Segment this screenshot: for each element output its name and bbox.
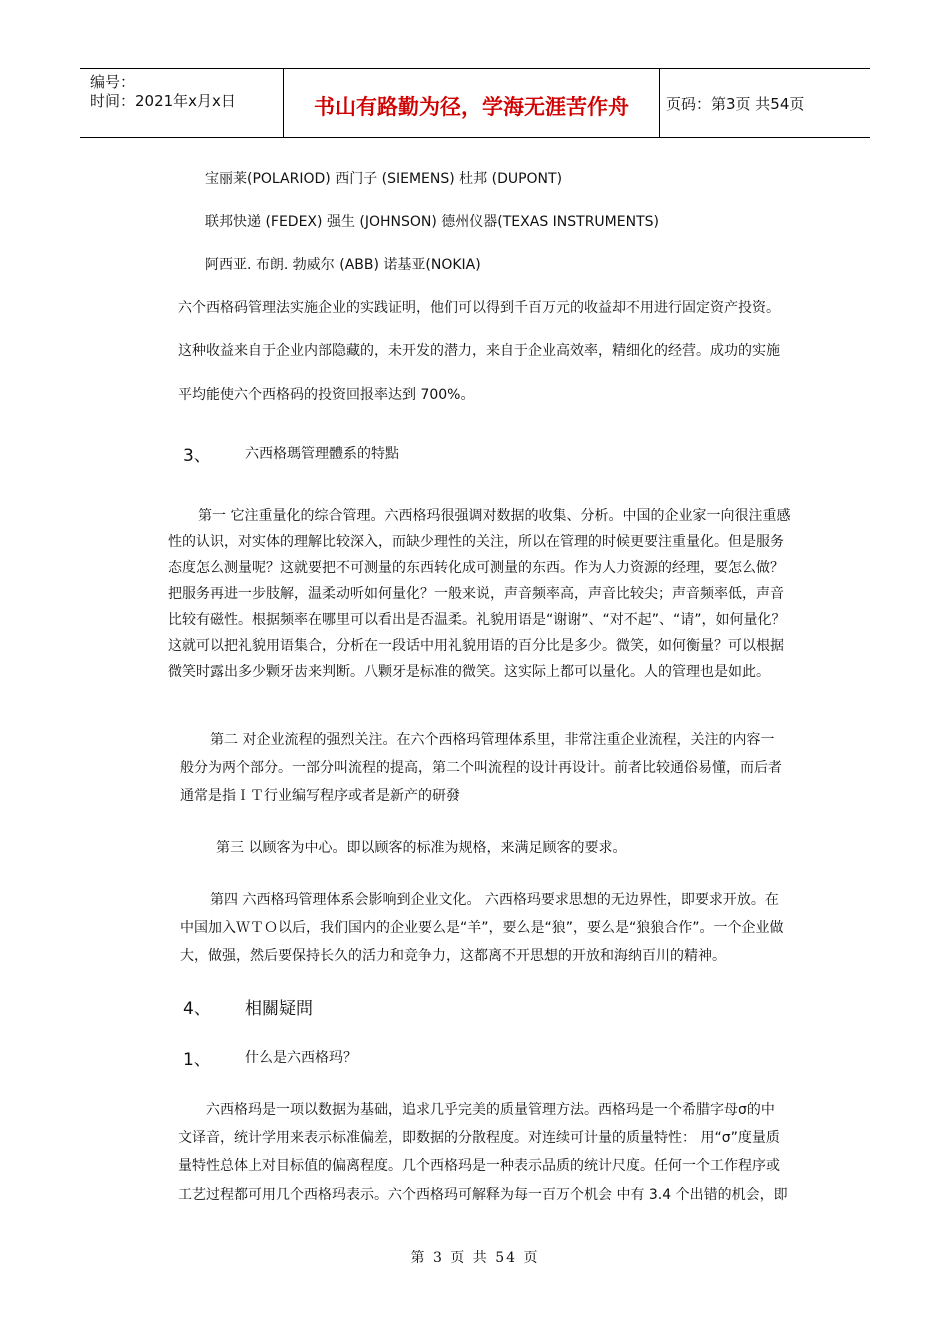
- paragraph-line: 六西格玛是一项以数据为基础，追求几乎完美的质量管理方法。西格玛是一个希腊字母σ的中: [206, 1102, 775, 1118]
- section-number: 4、: [183, 999, 211, 1019]
- paragraph-line: 第二 对企业流程的强烈关注。在六个西格玛管理体系里，非常注重企业流程，关注的内容一: [210, 732, 775, 748]
- paragraph-line: 第三 以顾客为中心。即以顾客的标准为规格，来满足顾客的要求。: [216, 840, 627, 856]
- header-meta-cell: [80, 69, 284, 137]
- paragraph-line: 通常是指ＩＴ行业编写程序或者是新产的研發: [180, 788, 460, 804]
- section-title: 相關疑問: [245, 999, 313, 1019]
- paragraph-line: 大，做强，然后要保持长久的活力和竞争力，这都离不开思想的开放和海纳百川的精神。: [180, 948, 726, 964]
- intro-line: 这种收益来自于企业内部隐藏的，未开发的潜力，来自于企业高效率，精细化的经营。成功的实施: [178, 343, 780, 359]
- paragraph-line: 般分为两个部分。一部分叫流程的提高，第二个叫流程的设计再设计。前者比较通俗易懂，而后者: [180, 760, 782, 776]
- number-label: 编号：: [90, 73, 136, 91]
- page-label: 页码：第3页 共54页: [666, 95, 805, 113]
- question-title: 什么是六西格玛？: [245, 1050, 357, 1066]
- paragraph-line: 态度怎么测量呢？这就要把不可测量的东西转化成可测量的东西。作为人力资源的经理，要怎么做？: [168, 560, 784, 576]
- section-heading-3: [183, 441, 483, 466]
- motto: 书山有路勤为径，学海无涯苦作舟: [314, 94, 629, 119]
- paragraph-line: 把服务再进一步肢解，温柔动听如何量化？一般来说，声音频率高，声音比较尖；声音频率低，声音: [168, 586, 784, 602]
- paragraph-line: 微笑时露出多少颗牙齿来判断。八颗牙是标准的微笑。这实际上都可以量化。人的管理也是如此。: [168, 664, 770, 680]
- header-page-cell: [660, 69, 870, 137]
- company-line: 宝丽莱(POLARIOD) 西门子 (SIEMENS) 杜邦 (DUPONT): [205, 171, 563, 187]
- intro-line: 平均能使六个西格码的投资回报率达到 700%。: [178, 387, 475, 403]
- page-footer: 第 3 页 共 54 页: [410, 1250, 540, 1266]
- paragraph-line: 第四 六西格玛管理体系会影响到企业文化。 六西格玛要求思想的无边界性，即要求开放。在: [210, 892, 779, 908]
- intro-line: 六个西格码管理法实施企业的实践证明，他们可以得到千百万元的收益却不用进行固定资产投资。: [178, 300, 780, 316]
- paragraph-line: 文译音，统计学用来表示标准偏差，即数据的分散程度。对连续可计量的质量特性： 用“σ”度量质: [178, 1130, 780, 1146]
- document-header: [80, 68, 870, 138]
- paragraph-line: 工艺过程都可用几个西格玛表示。六个西格玛可解释为每一百万个机会 中有 3.4 个出错的机会，即: [178, 1187, 788, 1203]
- section-title: 六西格瑪管理體系的特點: [245, 446, 399, 462]
- company-line: 阿西亚. 布朗. 勃威尔 (ABB) 诺基亚(NOKIA): [205, 257, 481, 273]
- question-number: 1、: [183, 1050, 211, 1070]
- paragraph-line: 量特性总体上对目标值的偏离程度。几个西格玛是一种表示品质的统计尺度。任何一个工作程序或: [178, 1158, 780, 1174]
- paragraph-line: 比较有磁性。根据频率在哪里可以看出是否温柔。礼貌用语是“谢谢”、“对不起”、“请”，如何量化？: [168, 612, 786, 628]
- header-motto-cell: [284, 69, 660, 137]
- section-number: 3、: [183, 446, 211, 466]
- company-line: 联邦快递 (FEDEX) 强生 (JOHNSON) 德州仪器(TEXAS INSTRUMENTS): [205, 214, 659, 230]
- paragraph-line: 性的认识，对实体的理解比较深入，而缺少理性的关注，所以在管理的时候更要注重量化。但是服务: [168, 534, 784, 550]
- paragraph-line: 第一 它注重量化的综合管理。六西格玛很强调对数据的收集、分析。中国的企业家一向很注重感: [198, 508, 791, 524]
- date-label: 时间：2021年x月x日: [90, 92, 236, 110]
- paragraph-line: 中国加入ＷＴＯ以后，我们国内的企业要么是“羊”，要么是“狼”，要么是“狼狼合作”。一个企业做: [180, 920, 784, 936]
- question-heading-1: [183, 1045, 483, 1070]
- paragraph-line: 这就可以把礼貌用语集合，分析在一段话中用礼貌用语的百分比是多少。微笑，如何衡量？可以根据: [168, 638, 784, 654]
- section-heading-4: [183, 994, 483, 1018]
